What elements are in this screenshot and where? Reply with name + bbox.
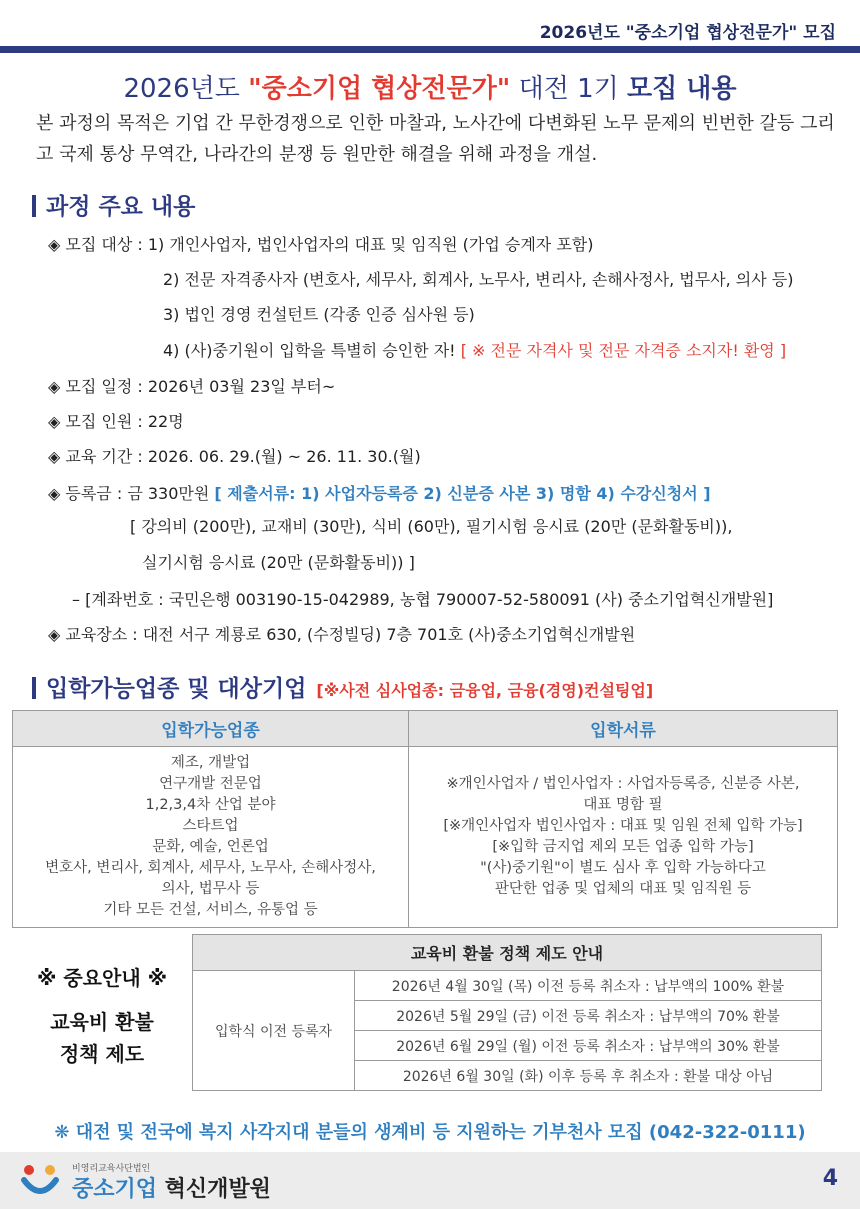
target-4-text: 4) (사)중기원이 입학을 특별히 승인한 자! — [163, 341, 456, 360]
guide-sub-line-1: 교육비 환불 — [50, 1010, 154, 1034]
table-row — [193, 971, 822, 1001]
page-footer — [0, 1152, 860, 1209]
header-documents: 입학서류 — [409, 711, 838, 747]
section-industry-title: 입학가능업종 및 대상기업 — [46, 676, 307, 702]
refund-left-label: 입학식 이전 등록자 — [193, 971, 355, 1091]
section-bar — [32, 195, 36, 217]
industries-cell — [13, 747, 409, 928]
refund-row: 2026년 6월 30일 (화) 이후 등록 후 취소자 : 환불 대상 아님 — [355, 1061, 822, 1091]
refund-header: 교육비 환불 정책 제도 안내 — [193, 935, 822, 971]
industry-item: 의사, 법무사 등 — [161, 881, 260, 897]
fee-text: ◈ 등록금 : 금 330만원 — [48, 484, 210, 503]
intro-text: 본 과정의 목적은 기업 간 무한경쟁으로 인한 마찰과, 노사간에 다변화된 노무 문제의 빈번한 갈등 그리고 국제 통상 무역간, 나라간의 분쟁 등 원만한 해결을 위해 과정을 개설. — [36, 113, 835, 165]
target-line-1: ◈ 모집 대상 : 1) 개인사업자, 법인사업자의 대표 및 임직원 (가업 승계자 포함) — [48, 235, 594, 254]
refund-row: 2026년 5월 29일 (금) 이전 등록 취소자 : 납부액의 70% 환불 — [355, 1001, 822, 1031]
target-line-3: 3) 법인 경영 컨설턴트 (각종 인증 심사원 등) — [163, 305, 475, 324]
org-name-dark: 혁신개발원 — [157, 1177, 271, 1202]
section-course-title: 과정 주요 내용 — [46, 194, 196, 220]
industry-item: 제조, 개발업 — [170, 755, 251, 771]
main-title-middle: 대전 1기 — [510, 74, 628, 104]
target-line-2: 2) 전문 자격종사자 (변호사, 세무사, 회계사, 노무사, 변리사, 손해사정사, 법무사, 의사 등) — [163, 270, 794, 289]
industry-item: 연구개발 전문업 — [159, 776, 262, 792]
industry-item: 1,2,3,4차 산업 분야 — [145, 797, 276, 813]
documents-cell — [409, 747, 838, 928]
target-line-4 — [163, 338, 786, 361]
header-industry: 입학가능업종 — [13, 711, 409, 747]
section-course-heading — [32, 188, 195, 221]
guide-sub-line-2: 정책 제도 — [59, 1042, 145, 1066]
guide-title: ※ 중요안내 ※ — [36, 966, 168, 990]
document-item: "(사)중기원"이 별도 심사 후 입학 가능하다고 — [480, 860, 766, 876]
guide-subtitle — [22, 1006, 182, 1070]
count-line: ◈ 모집 인원 : 22명 — [48, 412, 184, 431]
location-line: ◈ 교육장소 : 대전 서구 계룡로 630, (수정빌딩) 7층 701호 (사)중소기업혁신개발원 — [48, 625, 636, 644]
refund-row: 2026년 6월 29일 (월) 이전 등록 취소자 : 납부액의 30% 환불 — [355, 1031, 822, 1061]
industry-table — [12, 710, 838, 928]
refund-table — [192, 934, 822, 1091]
document-item: ※개인사업자 / 법인사업자 : 사업자등록증, 신분증 사본, — [446, 776, 800, 792]
document-item: 판단한 업종 및 업체의 대표 및 임직원 등 — [494, 881, 752, 897]
schedule-line: ◈ 모집 일정 : 2026년 03월 23일 부터~ — [48, 377, 336, 396]
table-row — [13, 747, 838, 928]
fee-docs: [ 제출서류: 1) 사업자등록증 2) 신분증 사본 3) 명함 4) 수강신청서 ] — [214, 484, 711, 503]
org-small-label: 비영리교육사단법인 — [72, 1164, 151, 1174]
main-title-bold: 모집 내용 — [627, 74, 737, 104]
document-item: 대표 명함 필 — [583, 797, 663, 813]
section-industry-heading — [32, 670, 653, 703]
period-line: ◈ 교육 기간 : 2026. 06. 29.(월) ~ 26. 11. 30.(월) — [48, 447, 421, 466]
main-title-highlight: "중소기업 협상전문가" — [248, 74, 511, 104]
section-industry-note: [※사전 심사업종: 금융업, 금융(경영)컨설팅업] — [316, 681, 654, 700]
industry-item: 기타 모든 건설, 서비스, 유통업 등 — [103, 902, 318, 918]
org-logo-icon — [20, 1162, 60, 1200]
header-title: 2026년도 "중소기업 협상전문가" 모집 — [539, 23, 836, 43]
donation-banner: ❋ 대전 및 전국에 복지 사각지대 분들의 생계비 등 지원하는 기부천사 모집 (042-322-0111) — [54, 1122, 806, 1143]
page-number: 4 — [822, 1166, 838, 1191]
document-item: [※입학 금지업 제외 모든 업종 입학 가능] — [492, 839, 754, 855]
header-divider — [0, 46, 860, 53]
org-name — [72, 1172, 271, 1203]
section-bar — [32, 677, 36, 699]
fee-detail-1: [ 강의비 (200만), 교재비 (30만), 식비 (60만), 필기시험 응시료 (20만 (문화활동비)), — [130, 517, 733, 536]
industry-item: 스타트업 — [182, 818, 239, 834]
org-name-blue: 중소기업 — [72, 1177, 158, 1202]
account-line: – [계좌번호 : 국민은행 003190-15-042989, 농협 790007-52-580091 (사) 중소기업혁신개발원] — [72, 590, 774, 609]
fee-detail-2: 실기시험 응시료 (20만 (문화활동비)) ] — [142, 553, 415, 572]
main-title-prefix: 2026년도 — [123, 74, 249, 104]
page-header — [0, 0, 860, 52]
industry-item: 문화, 예술, 언론업 — [152, 839, 269, 855]
refund-row: 2026년 4월 30일 (목) 이전 등록 취소자 : 납부액의 100% 환불 — [355, 971, 822, 1001]
table-header-row — [13, 711, 838, 747]
refund-header-row — [193, 935, 822, 971]
document-item: [※개인사업자 법인사업자 : 대표 및 임원 전체 입학 가능] — [443, 818, 803, 834]
target-4-note: [ ※ 전문 자격사 및 전문 자격증 소지자! 환영 ] — [460, 341, 787, 360]
industry-item: 변호사, 변리사, 회계사, 세무사, 노무사, 손해사정사, — [45, 860, 376, 876]
fee-line — [48, 481, 711, 504]
main-title — [0, 68, 860, 105]
